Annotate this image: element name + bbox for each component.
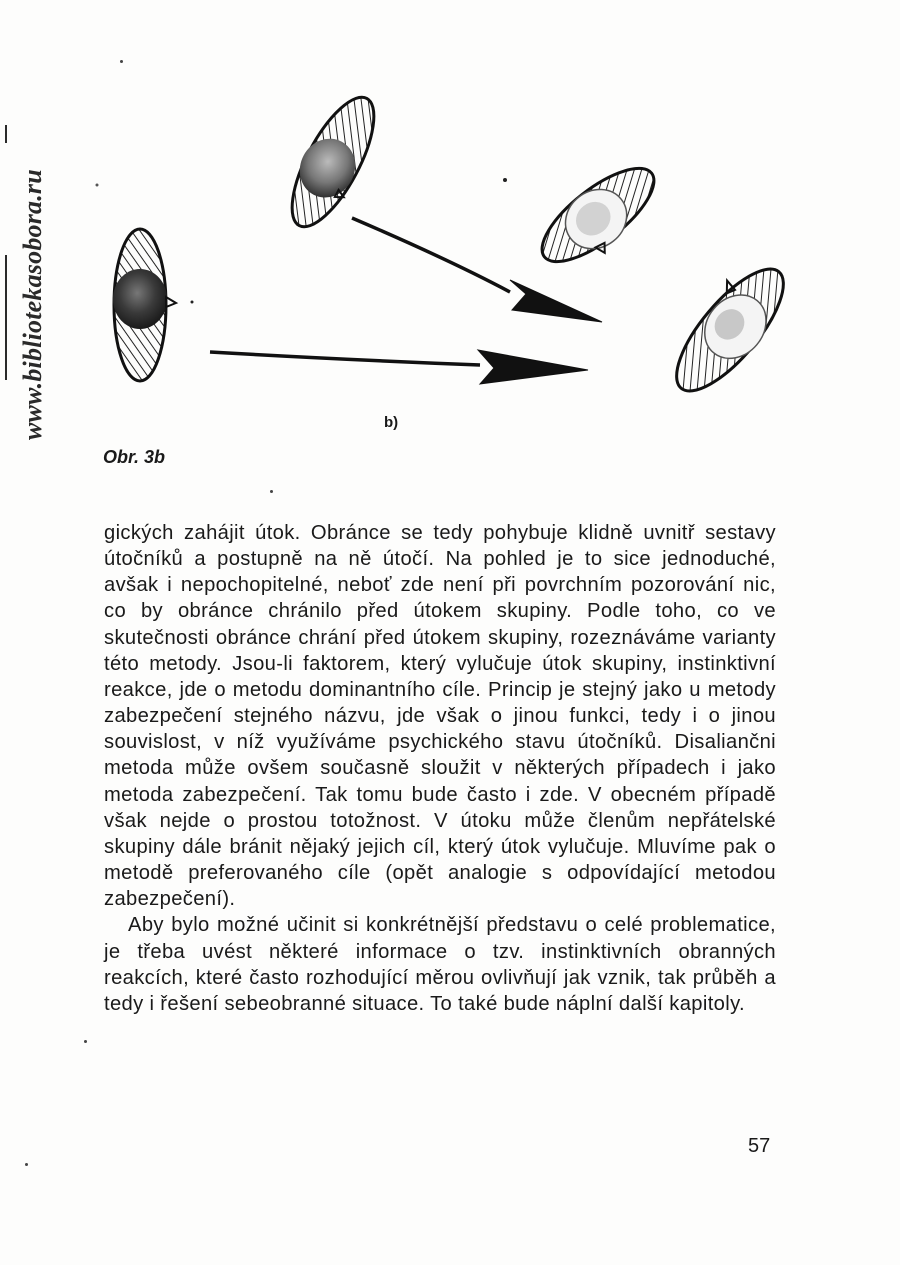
speck: [25, 1163, 28, 1166]
paragraph-2: Aby bylo možné učinit si konkrétnější představu o celé problematice, je třeba uvést některé informace o tzv. instinktivních obranných reakcích, které často rozhodující měrou ovlivňují jak vznik, tak průběh a tedy i řešení sebeobranné situace. To také bude náplní další kapitoly.: [104, 914, 776, 1015]
arrow-lower: [210, 350, 588, 384]
speck: [270, 490, 273, 493]
figure-caption: Obr. 3b: [103, 447, 166, 467]
attacker-figure-3: [655, 250, 802, 408]
speck: [120, 60, 123, 63]
body-text: [104, 520, 776, 1017]
page-number: 57: [748, 1135, 771, 1157]
defender-figure: [113, 229, 176, 381]
speck: [84, 1040, 87, 1043]
attacker-figure-2: [528, 153, 672, 284]
watermark-url: www.bibliotekasobora.ru: [18, 169, 47, 440]
figure-panel-label: b): [384, 414, 399, 431]
paragraph-1: gických zahájit útok. Obránce se tedy pohybuje klidně uvnitř sestavy útočníků a postupně na ně útočí. Na pohled je to sice jednoduché, avšak i nepochopitelné, neboť zde není při povrchním pozorování nic, co by obránce chránilo před útokem skupiny. Podle toho, co ve skutečnosti obránce chrání před útokem skupiny, rozeznáváme varianty této metody. Jsou-li faktorem, který vylučuje útok skupiny, instinktivní reakce, jde o metodu dominantního cíle. Princip je stejný jako u metody zabezpečení stejného názvu, jde však o jinou funkci, tedy i o jinou souvislost, v níž využíváme psychického stavu útočníků. Disaliančni metoda může ovšem současně sloužit v některých případech i jako metoda zabezpečení. Tak tomu bude často i zde. V obecném případě však nejde o prostou totožnost. V útoku může členům nepřátelské skupiny dále bránit nějaký jejich cíl, který útok vylučuje. Mluvíme pak o metodě preferovaného cíle (opět analogie s odpovídající metodou zabezpečení).: [104, 522, 776, 911]
binding-rule: [5, 255, 7, 380]
attacker-figure-1: [274, 85, 390, 238]
binding-mark: [5, 125, 7, 143]
figure-illustration: [90, 80, 810, 420]
